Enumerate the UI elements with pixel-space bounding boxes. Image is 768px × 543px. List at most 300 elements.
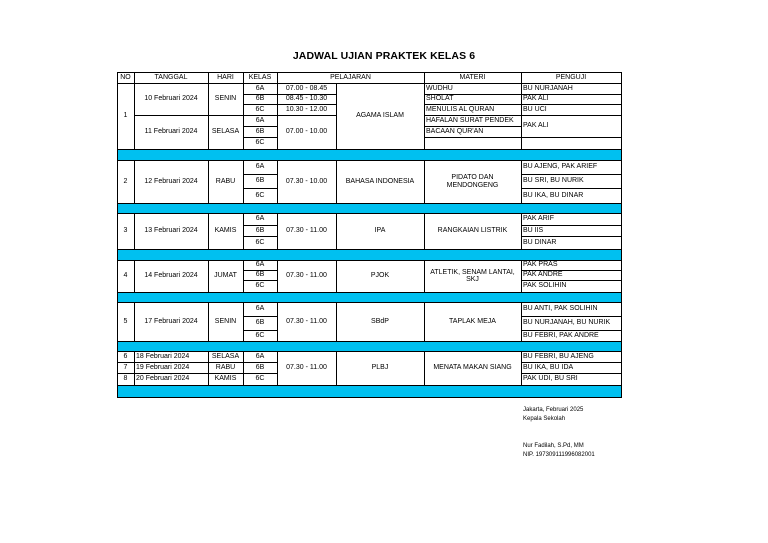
table-border (621, 94, 622, 104)
table-border (621, 225, 622, 236)
table-border (208, 260, 244, 261)
table-border (117, 213, 135, 214)
table-border (134, 115, 135, 149)
table-border (243, 174, 244, 188)
table-border (521, 292, 622, 293)
cell-pelajaran: AGAMA ISLAM (356, 112, 404, 120)
table-border (243, 137, 244, 149)
table-border (336, 302, 425, 303)
table-border (521, 330, 622, 331)
table-border (424, 104, 522, 105)
table-border (117, 260, 118, 292)
header-pelajaran: PELAJARAN (330, 73, 371, 81)
table-border (424, 160, 425, 203)
table-border (277, 351, 337, 352)
table-border (277, 115, 278, 149)
table-border (521, 174, 622, 175)
table-border (243, 330, 244, 341)
table-border (621, 260, 622, 270)
table-border (134, 292, 209, 293)
cell-no: 6 (123, 352, 128, 360)
table-border (243, 385, 278, 386)
signature-nip: NIP. 197309111996082001 (523, 452, 595, 458)
table-border (277, 83, 337, 84)
cell-waktu: 07.30 - 11.00 (286, 317, 327, 325)
table-border (424, 385, 522, 386)
cell-kelas: 6A (255, 84, 265, 92)
table-border (277, 302, 337, 303)
header-tanggal: TANGGAL (154, 73, 188, 81)
table-border (243, 126, 244, 137)
table-border (521, 316, 622, 317)
cell-waktu: 07.30 - 10.00 (285, 177, 328, 185)
cell-materi: SHOLAT (426, 95, 454, 103)
table-border (521, 362, 522, 373)
cell-materi: PIDATO DAN MENDONGENG (446, 174, 499, 189)
table-border (117, 260, 135, 261)
table-border (277, 160, 337, 161)
table-border (521, 270, 522, 280)
cell-kelas: 6C (255, 238, 265, 246)
table-border (277, 104, 278, 115)
table-border (424, 213, 522, 214)
cell-hari: SENIN (214, 95, 237, 103)
table-border (336, 115, 337, 149)
cell-kelas: 6C (255, 282, 265, 290)
table-border (521, 236, 522, 249)
table-border (521, 260, 522, 270)
separator-row (117, 385, 621, 397)
cell-penguji: BU DINAR (523, 238, 557, 246)
table-border (134, 385, 209, 386)
table-border (208, 351, 244, 352)
table-border (208, 160, 209, 203)
table-border (277, 341, 337, 342)
table-border (621, 351, 622, 362)
cell-pelajaran: PLBJ (371, 364, 389, 372)
table-border (521, 302, 622, 303)
table-border (277, 115, 337, 116)
table-border (424, 83, 425, 94)
table-border (134, 373, 135, 385)
table-border (424, 260, 522, 261)
table-border (134, 362, 135, 373)
table-border (424, 203, 522, 204)
table-border (424, 126, 425, 137)
table-border (336, 213, 425, 214)
table-border (424, 83, 522, 84)
table-border (336, 351, 425, 352)
table-border (621, 83, 622, 94)
table-border (424, 160, 522, 161)
table-border (243, 249, 278, 250)
table-border (243, 160, 244, 174)
table-border (521, 330, 522, 341)
table-border (277, 94, 337, 95)
table-border (521, 94, 522, 104)
cell-no: 7 (123, 363, 128, 371)
table-border (521, 203, 622, 204)
table-border (208, 149, 244, 150)
cell-penguji: BU IKA, BU DINAR (523, 191, 584, 199)
table-border (134, 351, 209, 352)
table-border (243, 137, 278, 138)
cell-kelas: 6A (255, 261, 265, 269)
cell-kelas: 6B (255, 226, 265, 234)
table-border (208, 83, 244, 84)
cell-materi: ATLETIK, SENAM LANTAI, SKJ (430, 268, 515, 283)
table-border (208, 115, 244, 116)
table-border (243, 225, 244, 236)
cell-materi: HAFALAN SURAT PENDEK (426, 116, 514, 124)
table-border (424, 94, 522, 95)
cell-materi: TAPLAK MEJA (449, 317, 496, 325)
table-border (336, 213, 337, 249)
cell-penguji: BU IIS (523, 226, 544, 234)
table-border (621, 213, 622, 225)
cell-kelas: 6C (255, 375, 265, 383)
table-border (134, 341, 209, 342)
table-border (621, 104, 622, 115)
table-border (621, 280, 622, 292)
table-border (134, 213, 135, 249)
table-border (208, 160, 244, 161)
table-border (277, 249, 337, 250)
table-border (243, 115, 278, 116)
cell-materi: WUDHU (426, 84, 453, 92)
cell-hari: KAMIS (214, 227, 237, 235)
table-border (134, 362, 209, 363)
table-border (424, 341, 522, 342)
cell-kelas: 6A (255, 215, 265, 223)
header-materi: MATERI (459, 73, 486, 81)
table-border (521, 188, 622, 189)
document-title: JADWAL UJIAN PRAKTEK KELAS 6 (292, 50, 476, 62)
cell-tanggal: 17 Februari 2024 (144, 317, 198, 325)
separator-row (117, 249, 621, 260)
cell-penguji: PAK ARIF (523, 215, 554, 223)
cell-no: 3 (123, 227, 128, 235)
table-border (521, 213, 622, 214)
cell-materi: RANGKAIAN LISTRIK (437, 227, 508, 235)
table-border (521, 213, 522, 225)
cell-tanggal: 18 Februari 2024 (136, 352, 190, 360)
table-border (521, 260, 622, 261)
table-border (243, 72, 244, 83)
table-border (424, 104, 425, 115)
table-border (117, 83, 135, 84)
table-border (277, 213, 278, 249)
table-border (243, 280, 244, 292)
header-kelas: KELAS (248, 73, 272, 81)
table-border (208, 213, 209, 249)
table-border (117, 351, 135, 352)
table-border (134, 149, 209, 150)
cell-hari: SELASA (211, 128, 240, 136)
table-border (208, 249, 244, 250)
table-border (208, 351, 209, 362)
cell-penguji: BU FEBRI, BU AJENG (523, 352, 594, 360)
table-border (521, 160, 622, 161)
table-border (424, 72, 425, 83)
table-border (134, 373, 209, 374)
table-border (424, 137, 425, 149)
table-border (336, 351, 337, 385)
cell-tanggal: 14 Februari 2024 (144, 272, 198, 280)
table-border (424, 94, 425, 104)
cell-penguji: PAK UDI, BU SRI (523, 375, 578, 383)
table-border (424, 137, 522, 138)
table-border (117, 203, 135, 204)
table-border (208, 373, 209, 385)
table-border (621, 160, 622, 174)
signature-name: Nur Fadilah, S.Pd, MM (523, 443, 584, 449)
cell-penguji: BU IKA, BU IDA (523, 363, 574, 371)
table-border (208, 373, 244, 374)
cell-tanggal: 20 Februari 2024 (136, 375, 190, 383)
table-border (336, 260, 337, 292)
table-border (336, 341, 425, 342)
table-border (243, 94, 244, 104)
table-border (134, 115, 209, 116)
cell-tanggal: 19 Februari 2024 (136, 363, 190, 371)
table-border (117, 302, 135, 303)
cell-penguji: BU SRI, BU NURIK (523, 177, 584, 185)
table-border (424, 260, 425, 292)
cell-no: 2 (123, 177, 128, 185)
table-border (243, 104, 278, 105)
table-border (117, 160, 118, 203)
table-border (277, 72, 278, 83)
table-border (621, 174, 622, 188)
cell-penguji (521, 137, 621, 149)
table-border (243, 203, 278, 204)
cell-kelas: 6B (255, 271, 265, 279)
table-border (424, 126, 522, 127)
table-border (243, 341, 278, 342)
table-border (277, 83, 278, 94)
table-border (521, 249, 622, 250)
cell-hari: RABU (215, 177, 236, 185)
table-border (521, 94, 622, 95)
signature-role: Kepala Sekolah (523, 416, 566, 422)
table-border (277, 104, 337, 105)
table-border (521, 362, 622, 363)
table-border (521, 316, 522, 330)
table-border (243, 292, 278, 293)
table-border (521, 225, 622, 226)
table-border (277, 149, 337, 150)
cell-waktu: 07.00 - 10.00 (285, 128, 328, 136)
separator-row (117, 292, 621, 302)
table-border (117, 341, 135, 342)
cell-pelajaran: SBdP (371, 317, 389, 325)
table-border (424, 302, 522, 303)
table-border (424, 115, 522, 116)
table-border (134, 160, 209, 161)
cell-penguji: PAK ALI (523, 122, 549, 130)
table-border (424, 115, 425, 126)
cell-hari: SELASA (211, 352, 240, 360)
table-border (277, 94, 278, 104)
table-border (117, 385, 135, 386)
table-border (424, 292, 522, 293)
table-border (277, 160, 278, 203)
table-border (243, 302, 278, 303)
cell-penguji: PAK ANDRE (523, 271, 563, 279)
cell-hari: SENIN (214, 317, 237, 325)
table-border (243, 351, 278, 352)
table-border (117, 83, 118, 149)
cell-kelas: 6B (255, 177, 265, 185)
table-border (243, 362, 278, 363)
cell-no: 1 (123, 112, 128, 120)
table-border (521, 115, 522, 137)
separator-row (117, 341, 621, 351)
table-border (243, 330, 278, 331)
cell-kelas: 6B (255, 319, 265, 327)
signature-place-date: Jakarta, Februari 2025 (523, 407, 584, 413)
table-border (117, 351, 118, 362)
table-border (117, 373, 135, 374)
cell-waktu: 07.30 - 11.00 (286, 364, 327, 372)
cell-kelas: 6B (255, 363, 265, 371)
cell-tanggal: 11 Februari 2024 (144, 128, 198, 136)
table-border (336, 83, 425, 84)
table-border (243, 188, 244, 203)
table-border (424, 249, 522, 250)
table-border (243, 188, 278, 189)
table-border (243, 126, 278, 127)
table-border (243, 316, 244, 330)
table-border (521, 351, 622, 352)
cell-penguji: BU NURJANAH, BU NURIK (523, 319, 611, 327)
table-border (134, 213, 209, 214)
table-border (117, 160, 135, 161)
table-border (621, 188, 622, 203)
table-border (336, 385, 425, 386)
table-border (277, 260, 278, 292)
table-border (134, 302, 135, 341)
table-border (336, 160, 337, 203)
table-border (243, 160, 278, 161)
table-border (208, 83, 209, 115)
header-hari: HARI (217, 73, 234, 81)
separator-row (117, 203, 621, 213)
table-border (243, 260, 278, 261)
table-border (277, 213, 337, 214)
table-border (243, 94, 278, 95)
table-border (117, 149, 135, 150)
cell-penguji: BU FEBRI, PAK ANDRE (523, 331, 599, 339)
table-border (277, 385, 337, 386)
cell-pelajaran: BAHASA INDONESIA (345, 177, 415, 185)
table-border (621, 302, 622, 316)
table-border (621, 137, 622, 149)
table-border (521, 160, 522, 174)
cell-materi: MENATA MAKAN SIANG (433, 364, 512, 372)
cell-kelas: 6A (255, 305, 265, 313)
cell-kelas: 6A (255, 352, 265, 360)
table-border (521, 83, 522, 94)
table-border (208, 302, 209, 341)
table-border (521, 302, 522, 316)
table-border (117, 249, 135, 250)
cell-waktu: 07.30 - 11.00 (286, 272, 327, 280)
cell-penguji: PAK SOLIHIN (523, 282, 567, 290)
separator-row (117, 149, 621, 160)
table-border (134, 249, 209, 250)
table-border (243, 236, 278, 237)
table-border (277, 292, 337, 293)
table-border (521, 149, 622, 150)
table-border (243, 362, 244, 373)
table-border (208, 362, 244, 363)
table-border (134, 83, 209, 84)
cell-no: 4 (123, 272, 128, 280)
table-border (208, 341, 244, 342)
table-border (336, 292, 425, 293)
table-border (621, 362, 622, 373)
cell-materi: MENULIS AL QURAN (426, 105, 495, 113)
table-border (117, 292, 135, 293)
table-border (243, 270, 244, 280)
table-border (243, 316, 278, 317)
cell-penguji: PAK ALI (523, 95, 549, 103)
table-border (521, 373, 522, 385)
cell-penguji: BU UCI (523, 105, 547, 113)
cell-kelas: 6B (255, 95, 265, 103)
table-border (243, 225, 278, 226)
table-border (621, 115, 622, 137)
table-border (243, 373, 244, 385)
table-border (336, 249, 425, 250)
table-border (336, 149, 425, 150)
table-border (621, 316, 622, 330)
table-border (521, 385, 622, 386)
table-border (277, 351, 278, 385)
cell-hari: RABU (215, 363, 236, 371)
table-border (243, 115, 244, 126)
table-border (336, 302, 337, 341)
cell-kelas: 6B (255, 127, 265, 135)
table-border (521, 174, 522, 188)
table-border (621, 236, 622, 249)
table-border (521, 351, 522, 362)
header-no: NO (120, 73, 131, 81)
table-border (134, 72, 135, 83)
cell-waktu: 10.30 - 12.00 (285, 105, 328, 113)
table-border (243, 149, 278, 150)
table-border (277, 302, 278, 341)
table-border (117, 362, 135, 363)
table-border (521, 83, 622, 84)
cell-materi (424, 137, 521, 149)
table-border (134, 351, 135, 362)
table-border (134, 302, 209, 303)
table-border (521, 188, 522, 203)
table-border (424, 149, 522, 150)
table-border (134, 160, 135, 203)
table-border (117, 397, 622, 398)
table-border (521, 236, 622, 237)
table-border (243, 213, 244, 225)
table-border (117, 362, 118, 373)
table-border (424, 302, 425, 341)
table-border (117, 373, 118, 385)
table-border (208, 292, 244, 293)
table-border (243, 302, 244, 316)
